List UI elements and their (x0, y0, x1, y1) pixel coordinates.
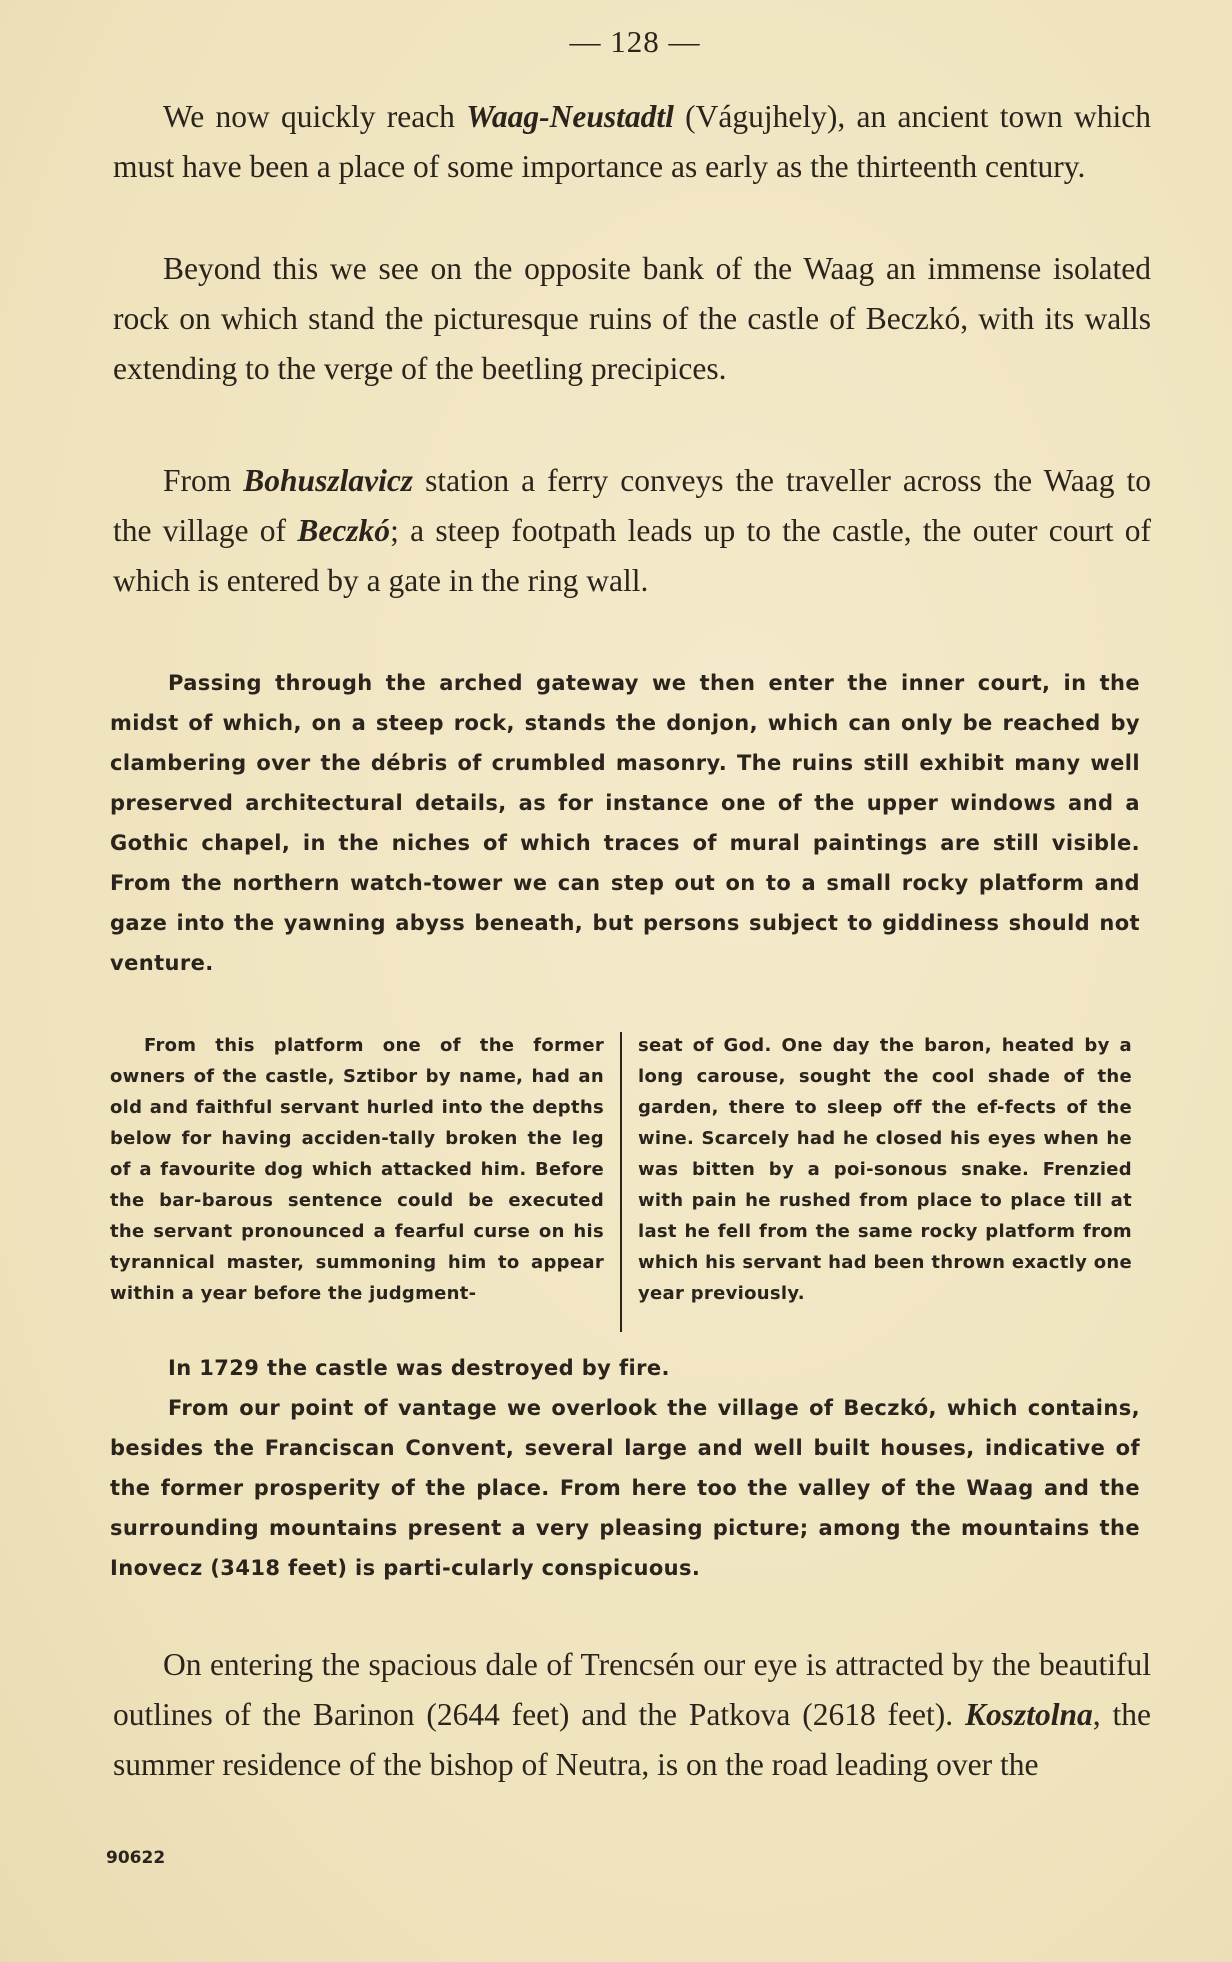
paragraph-beczko-rock (113, 244, 1151, 394)
p6-text: From our point of vantage we overlook the village of Beczkó, which contains, besides the Franciscan Convent, several large and well built houses, indicative of the former prosperity of the place. From here too the valley of the Waag and the surrounding mountains present a very pleasing picture; among the mountains the Inovecz (3418 feet) is parti-cularly conspicuous. (110, 1396, 1140, 1580)
p7-text-c: , the summer residence of the bishop of Neutra, is on the road leading over the (113, 1697, 1152, 1782)
p4-text: Passing through the arched gateway we then enter the inner court, in the midst of which, on a steep rock, stands the donjon, which can only be reached by clambering over the débris of crumbled masonry. The ruins still exhibit many well preserved architectural details, as for instance one of the upper windows and a Gothic chapel, in the niches of which traces of mural paintings are still visible. From the northern watch-tower we can step out on to a small rocky platform and gaze into the yawning abyss beneath, but persons subject to giddiness should not venture. (110, 671, 1140, 975)
p5-text: In 1729 the castle was destroyed by fire. (168, 1356, 670, 1380)
paragraph-waag-neustadtl (113, 92, 1151, 192)
place-bohuszlavicz: Bohuszlavicz (243, 463, 414, 498)
p2-text: Beyond this we see on the opposite bank of the Waag an immense isolated rock on which stand the picturesque ruins of the castle of Beczkó, with its walls extending to the verge of the beetling precipices. (113, 251, 1151, 386)
p7-text-a: On entering the spacious dale of Trencsén our eye is attracted by the beautiful outlines of the Barinon (2644 feet) and the Patkova (2618 feet). (113, 1647, 1151, 1732)
place-waag-neustadtl: Waag-Neustadtl (466, 99, 674, 134)
p3-text-c: station a ferry conveys the traveller across the Waag to the village of (113, 463, 1151, 548)
paragraph-fire (110, 1348, 1140, 1388)
page-number: — 128 — (569, 24, 701, 59)
paragraph-inner-court (110, 663, 1140, 983)
paragraph-ferry (113, 456, 1151, 606)
p3-text-e: ; a steep footpath leads up to the castle, the outer court of which is entered by a gate in the ring wall. (113, 513, 1151, 598)
legend-right-column: seat of God. One day the baron, heated by a long carouse, sought the cool shade of the garden, there to sleep off the ef-fects of the wine. Scarcely had he closed his eyes when he was bitten by a poi-sonous snake. Frenzied with pain he rushed from place to place till at last he fell from the same rocky platform from which his servant had been thrown exactly one year previously. (638, 1035, 1132, 1304)
legend-left-column: From this platform one of the former owners of the castle, Sztibor by name, had an old and faithful servant hurled into the depths below for having acciden-tally broken the leg of a favourite dog which attacked him. Before the bar-barous sentence could be executed the servant pronounced a fearful curse on his tyrannical master, summoning him to appear within a year before the judgment- (110, 1035, 604, 1304)
place-kosztolna: Kosztolna (964, 1697, 1093, 1732)
place-beczko: Beczkó (297, 513, 391, 548)
p3-text-a: From (163, 463, 244, 498)
column-divider (620, 1032, 622, 1332)
paragraph-vantage (110, 1388, 1140, 1588)
paragraph-trencsen (113, 1640, 1151, 1790)
p1-text-a: We now quickly reach (163, 99, 467, 134)
printer-code: 90622 (106, 1848, 166, 1868)
legend-two-columns (110, 1030, 1140, 1340)
p1-text-c: (Vágujhely), an ancient town which must have been a place of some importance as early as the thirteenth century. (113, 99, 1152, 184)
